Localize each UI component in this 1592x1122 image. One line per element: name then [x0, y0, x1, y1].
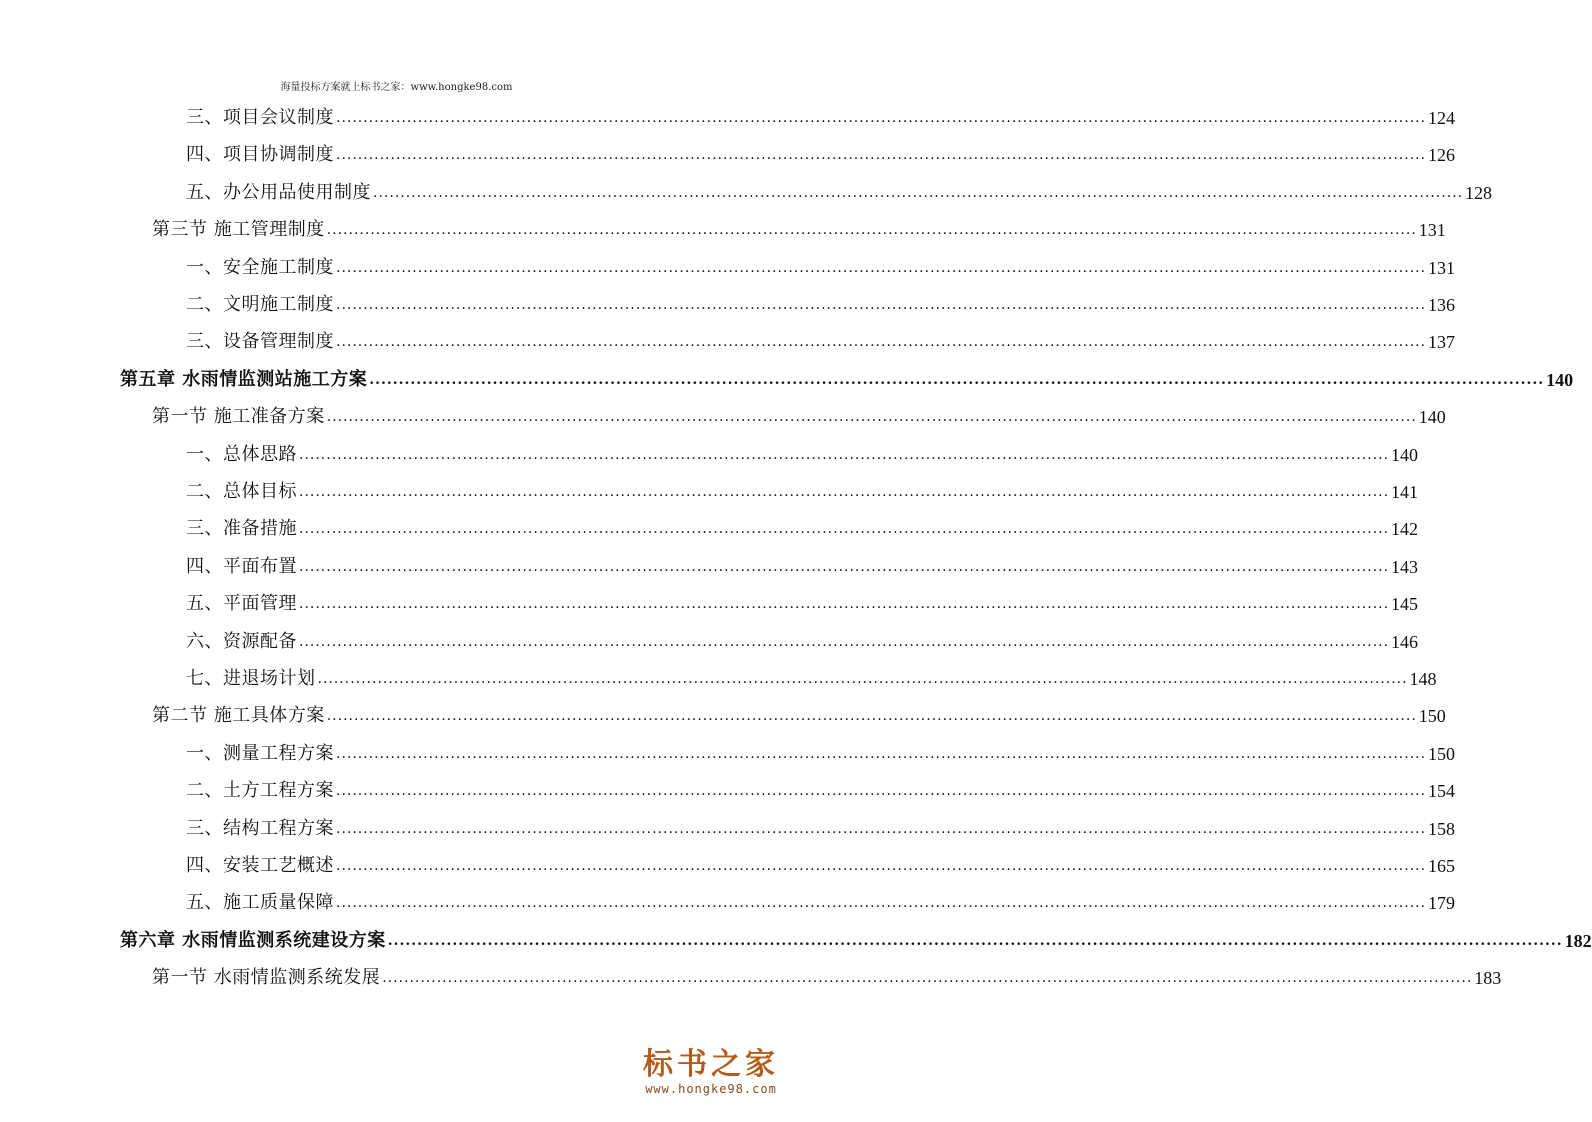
toc-item-row	[186, 288, 1456, 316]
toc-item-row	[186, 325, 1456, 353]
toc-leader-dots: ........................................................................................................................................................................................................	[299, 633, 1390, 650]
toc-page-number: 148	[1409, 669, 1437, 689]
toc-page-number: 183	[1474, 968, 1502, 989]
toc-item-row	[186, 774, 1456, 802]
toc-leader-dots: ........................................................................................................................................................................................................	[326, 708, 1417, 725]
toc-leader-dots: ........................................................................................................................................................................................................	[336, 820, 1427, 837]
toc-label: 三、结构工程方案	[186, 817, 334, 839]
watermark-logo	[643, 1048, 779, 1096]
toc-leader-dots: ........................................................................................................................................................................................................	[373, 184, 1464, 201]
toc-item-row	[186, 251, 1456, 279]
toc-leader-dots: ........................................................................................................................................................................................................	[369, 371, 1545, 388]
toc-page-number: 131	[1418, 220, 1446, 241]
toc-label: 一、测量工程方案	[186, 742, 334, 764]
toc-item-row	[186, 438, 1419, 466]
toc-leader-dots: ........................................................................................................................................................................................................	[336, 147, 1427, 164]
toc-item-row	[186, 176, 1493, 204]
toc-item-row	[186, 662, 1437, 690]
toc-label: 一、总体思路	[186, 443, 297, 465]
toc-leader-dots: ........................................................................................................................................................................................................	[336, 895, 1427, 912]
toc-page-number: 124	[1428, 108, 1456, 128]
watermark-url: www.hongke98.com	[645, 1082, 777, 1096]
toc-label: 五、施工质量保障	[186, 892, 334, 914]
toc-page-number: 140	[1546, 369, 1574, 390]
toc-chapter-row	[120, 363, 1574, 391]
toc-label: 五、办公用品使用制度	[186, 181, 371, 203]
toc-label: 五、平面管理	[186, 593, 297, 615]
toc-leader-dots: ........................................................................................................................................................................................................	[336, 745, 1427, 762]
toc-label: 三、设备管理制度	[186, 331, 334, 353]
toc-page-number: 179	[1428, 893, 1456, 914]
toc-item-row	[186, 512, 1419, 540]
toc-label: 三、准备措施	[186, 518, 297, 540]
toc-item-row	[186, 625, 1419, 653]
toc-section-row	[152, 961, 1502, 989]
toc-leader-dots: ........................................................................................................................................................................................................	[299, 484, 1390, 500]
toc-page-number: 137	[1428, 332, 1456, 353]
toc-label: 四、项目协调制度	[186, 144, 334, 166]
toc-page-number: 131	[1428, 257, 1456, 278]
toc-item-row	[186, 475, 1419, 503]
toc-leader-dots: ........................................................................................................................................................................................................	[336, 259, 1427, 276]
toc-label: 七、进退场计划	[186, 668, 316, 689]
toc-item-row	[186, 138, 1456, 166]
toc-item-row	[186, 101, 1456, 129]
toc-section-row	[152, 400, 1446, 428]
toc-page-number: 150	[1418, 706, 1446, 727]
toc-label: 第一节 施工准备方案	[152, 406, 325, 428]
toc-page-number: 150	[1428, 743, 1456, 764]
toc-page-number: 140	[1391, 444, 1419, 465]
toc-page-number: 154	[1428, 781, 1456, 802]
toc-page-number: 126	[1428, 145, 1456, 166]
toc-page-number: 182	[1564, 930, 1592, 951]
toc-chapter-row	[120, 924, 1592, 952]
toc-leader-dots: ........................................................................................................................................................................................................	[336, 783, 1427, 800]
toc-leader-dots: ........................................................................................................................................................................................................	[336, 297, 1427, 313]
toc-leader-dots: ........................................................................................................................................................................................................	[336, 334, 1427, 351]
toc-leader-dots: ........................................................................................................................................................................................................	[336, 858, 1427, 874]
toc-label: 二、文明施工制度	[186, 294, 334, 315]
toc-label: 四、安装工艺概述	[186, 855, 334, 876]
toc-page-number: 136	[1428, 295, 1456, 315]
toc-page-number: 142	[1391, 519, 1419, 540]
toc-leader-dots: ........................................................................................................................................................................................................	[387, 932, 1563, 949]
toc-page-number: 128	[1465, 182, 1493, 203]
toc-item-row	[186, 849, 1456, 877]
toc-item-row	[186, 886, 1456, 914]
toc-leader-dots: ........................................................................................................................................................................................................	[336, 110, 1427, 126]
toc-leader-dots: ........................................................................................................................................................................................................	[299, 521, 1390, 538]
toc-label: 第三节 施工管理制度	[152, 219, 325, 241]
toc-label: 一、安全施工制度	[186, 256, 334, 278]
toc-label: 二、土方工程方案	[186, 780, 334, 802]
toc-page-number: 165	[1428, 856, 1456, 876]
toc-leader-dots: ........................................................................................................................................................................................................	[382, 970, 1473, 987]
toc-section-row	[152, 213, 1446, 241]
toc-page-number: 145	[1391, 594, 1419, 615]
toc-label: 三、项目会议制度	[186, 107, 334, 128]
toc-label: 第六章 水雨情监测系统建设方案	[120, 929, 386, 951]
toc-page-number: 143	[1391, 556, 1419, 577]
toc-page-number: 141	[1391, 482, 1419, 502]
toc-leader-dots: ........................................................................................................................................................................................................	[326, 409, 1417, 426]
toc-leader-dots: ........................................................................................................................................................................................................	[326, 222, 1417, 239]
watermark-title: 标书之家	[643, 1047, 779, 1082]
toc-label: 第二节 施工具体方案	[152, 705, 325, 727]
toc-item-row	[186, 550, 1419, 578]
toc-label: 二、总体目标	[186, 481, 297, 502]
toc-page-number: 140	[1418, 407, 1446, 428]
toc-label: 第一节 水雨情监测系统发展	[152, 967, 381, 989]
toc-label: 第五章 水雨情监测站施工方案	[120, 368, 368, 390]
page-header: 海量投标方案就上标书之家：www.hongke98.com	[280, 82, 513, 93]
toc-label: 四、平面布置	[186, 555, 297, 577]
toc-leader-dots: ........................................................................................................................................................................................................	[299, 558, 1390, 575]
toc-leader-dots: ........................................................................................................................................................................................................	[299, 596, 1390, 613]
toc-item-row	[186, 737, 1456, 765]
toc-leader-dots: ........................................................................................................................................................................................................	[317, 671, 1408, 687]
toc-page-number: 146	[1391, 631, 1419, 652]
toc-leader-dots: ........................................................................................................................................................................................................	[299, 446, 1390, 463]
toc-section-row	[152, 699, 1446, 727]
toc-item-row	[186, 587, 1419, 615]
toc-label: 六、资源配备	[186, 630, 297, 652]
toc-item-row	[186, 812, 1456, 840]
toc-page-number: 158	[1428, 818, 1456, 839]
